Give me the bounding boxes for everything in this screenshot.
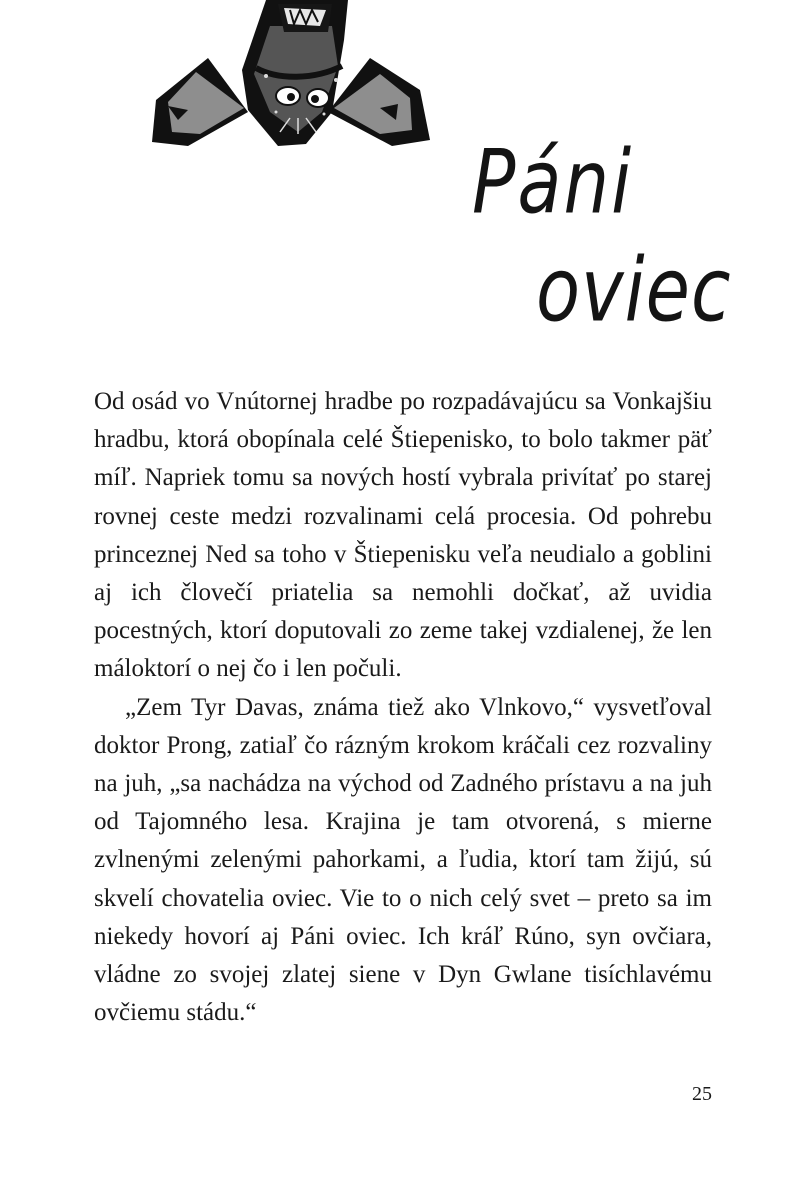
paragraph-2: „Zem Tyr Davas, známa tiež ako Vlnkovo,“ vysvetľoval doktor Prong, zatiaľ čo rázným krokom kráčali cez rozvaliny na juh, „sa nachádza na východ od Zadného prístavu a na juh od Tajomného lesa. Krajina je tam otvorená, s mierne zvlnenými zelenými pahorkami, a ľudia, ktorí tam žijú, sú skvelí chovatelia oviec. Vie to o nich celý svet – preto sa im niekedy hovorí aj Páni oviec. Ich kráľ Rúno, syn ovčiara, vládne zo svojej zlatej siene v Dyn Gwlane tisíchlavému ovčiemu stádu.“ — [94, 693, 712, 1027]
chapter-title-line-2: oviec — [536, 238, 732, 342]
body-text — [94, 383, 712, 1032]
chapter-title — [458, 128, 738, 344]
chapter-title-line-1: Páni — [472, 130, 634, 234]
page-number: 25 — [692, 1083, 712, 1105]
paragraph-1: Od osád vo Vnútornej hradbe po rozpadávajúcu sa Vonkajšiu hradbu, ktorá obopínala celé Štiepenisko, to bolo takmer päť míľ. Napriek tomu sa nových hostí vybrala privítať po starej rovnej ceste medzi rozvalinami celá procesia. Od pohrebu princeznej Ned sa toho v Štiepenisku veľa neudialo a goblini aj ich človečí priatelia sa nemohli dočkať, až uvidia pocestných, ktorí doputovali zo zeme takej vzdialenej, že len máloktorí o nej čo i len počuli. — [94, 388, 712, 683]
goblin-illustration — [148, 0, 433, 152]
